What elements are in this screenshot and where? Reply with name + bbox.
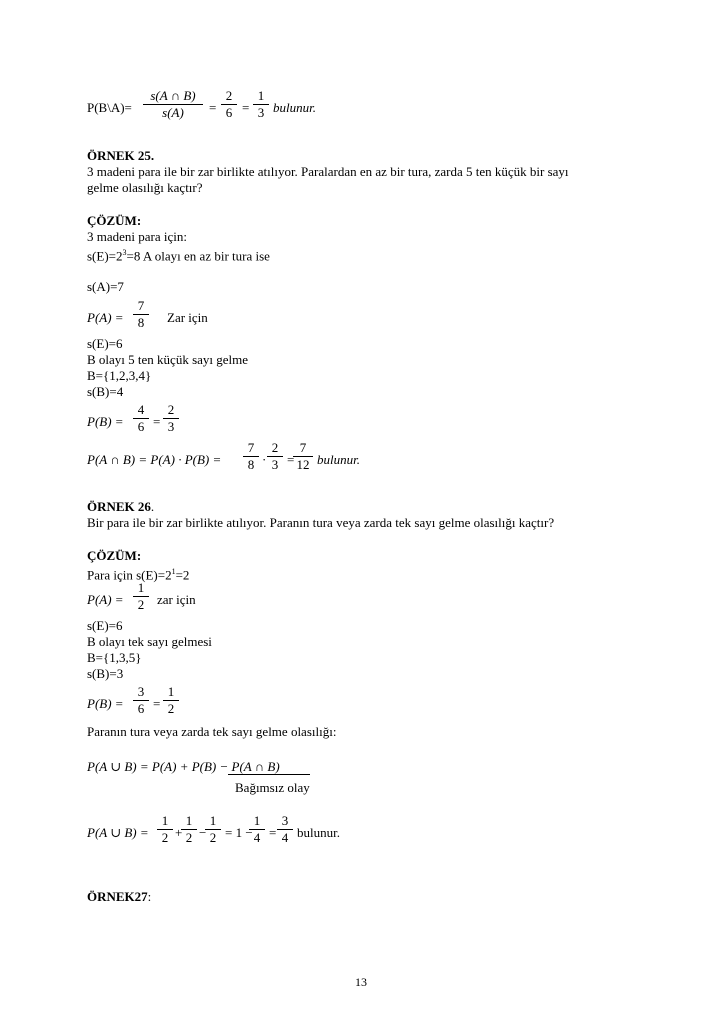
example-26-solution-label: ÇÖZÜM:: [87, 548, 142, 563]
fraction-2-6: 2 6: [219, 88, 239, 121]
fraction-7-12: 7 12: [291, 440, 315, 473]
fraction-7-8: 7 8: [131, 298, 151, 331]
example-26-se: s(E)=6: [87, 618, 123, 633]
formula-conditional: P(B\A)= s(A ∩ B) s(A) = 2 6 = 1 3 bulunur.: [87, 88, 316, 120]
fraction-2-3: 2 3: [161, 402, 181, 435]
formula-pab-25: P(A ∩ B) = P(A) · P(B) = 7 8 · 2 3 = 7 12 bulunur.: [87, 440, 360, 472]
example-26-b-desc: B olayı tek sayı gelmesi: [87, 634, 212, 649]
fraction-u3: 1 2: [203, 813, 223, 846]
fraction-sab-sa: s(A ∩ B) s(A): [141, 88, 205, 121]
example-25-b-desc: B olayı 5 ten küçük sayı gelme: [87, 352, 249, 367]
example-26-sb: s(B)=3: [87, 666, 124, 681]
example-25-question-line1: 3 madeni para ile bir zar birlikte atılıyor. Paralardan en az bir tura, zarda 5 ten küçük bir sayı: [87, 164, 569, 179]
example-26-line6: Paranın tura veya zarda tek sayı gelme olasılığı:: [87, 724, 337, 739]
example-26-title: ÖRNEK 26.: [87, 499, 155, 514]
independent-underline: [228, 774, 310, 775]
formula-lhs: P(B\A)=: [87, 100, 132, 115]
fraction-u1: 1 2: [155, 813, 175, 846]
example-25-question-line2: gelme olasılığı kaçtır?: [87, 180, 203, 195]
formula-pb-25: P(B) = 4 6 = 2 3: [87, 402, 287, 442]
example-25-sb: s(B)=4: [87, 384, 124, 399]
example-25-se: s(E)=6: [87, 336, 123, 351]
fraction-2-3b: 2 3: [265, 440, 285, 473]
fraction-1-2b: 1 2: [161, 684, 181, 717]
example-25-sa: s(A)=7: [87, 279, 124, 294]
example-25-line1: 3 madeni para için:: [87, 229, 187, 244]
example-26-question: Bir para ile bir zar birlikte atılıyor. Paranın tura veya zarda tek sayı gelme olasılığı kaçtır?: [87, 515, 555, 530]
formula-union-result: P(A ∪ B) = 1 2 + 1 2 − 1 2 = 1 − 1 4 = 3 4 bulunur.: [87, 813, 340, 845]
example-26-b-set: B={1,3,5}: [87, 650, 142, 665]
fraction-u4: 1 4: [247, 813, 267, 846]
fraction-7-8b: 7 8: [241, 440, 261, 473]
fraction-1-2: 1 2: [131, 580, 151, 613]
fraction-1-3: 1 3: [251, 88, 271, 121]
example-25-b-set: B={1,2,3,4}: [87, 368, 152, 383]
example-25-title: ÖRNEK 25.: [87, 148, 155, 163]
example-26-line1: Para için $s(E)=2^1=2$: [87, 567, 190, 583]
fraction-3-6: 3 6: [131, 684, 151, 717]
fraction-u5: 3 4: [275, 813, 295, 846]
example-25-solution-label: ÇÖZÜM:: [87, 213, 142, 228]
formula-union: P(A ∪ B) = P(A) + P(B) − P(A ∩ B): [87, 759, 280, 774]
fraction-u2: 1 2: [179, 813, 199, 846]
formula-pa-25: P(A) = 7 8 Zar için: [87, 298, 208, 330]
formula-pa-26: P(A) = 1 2 zar için: [87, 580, 196, 612]
example-27-title: ÖRNEK27:: [87, 889, 152, 904]
example-25-line2: $s(E)=2^3=8$ A olayı en az bir tura ise: [87, 248, 270, 264]
independent-label: Bağımsız olay: [235, 780, 310, 795]
page-number: 13: [355, 975, 367, 989]
formula-pb-26: P(B) = 3 6 = 1 2: [87, 684, 287, 724]
fraction-4-6: 4 6: [131, 402, 151, 435]
